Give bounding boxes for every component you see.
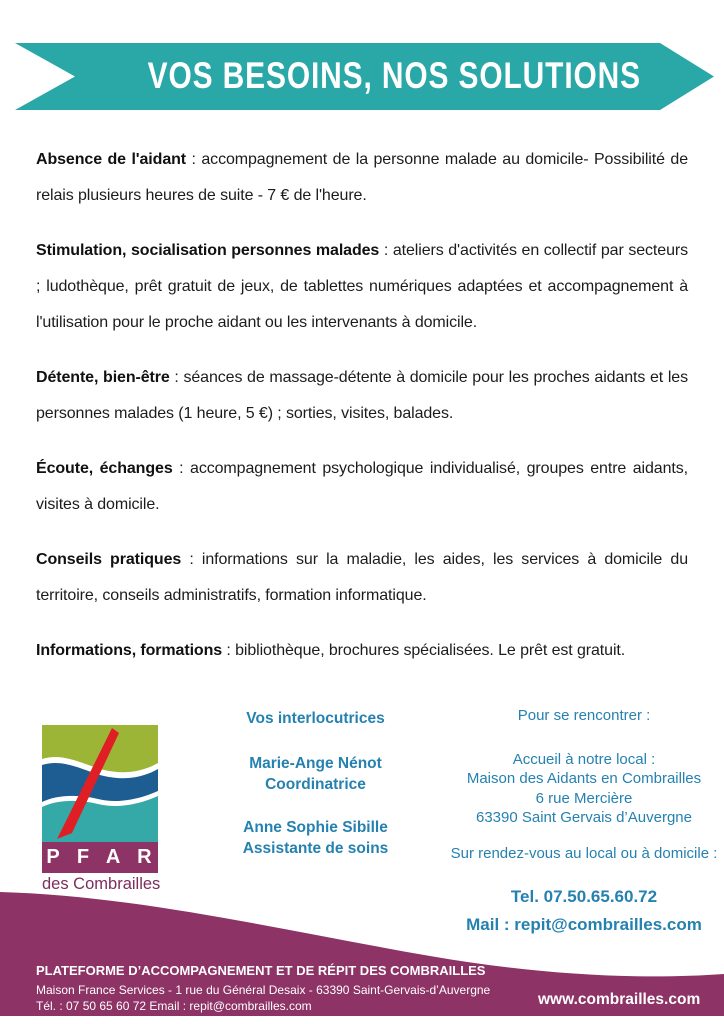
address-line: 6 rue Mercière (535, 789, 633, 807)
service-absence-title: Absence de l'aidant (36, 151, 187, 168)
service-stimulation-body: : ateliers d'activités en collectif par secteurs ; ludothèque, prêt gratuit de jeux, de tablettes numériques adaptées et accompagnement à l'utilisation pour le proche aidant ou les intervenants à domicile. (36, 242, 688, 331)
pfar-logo (42, 725, 160, 894)
service-ecoute (36, 451, 688, 523)
pfar-logo-acronym: P F A R (42, 842, 158, 873)
service-conseils-title: Conseils pratiques (36, 551, 182, 568)
service-informations-title: Informations, formations (36, 642, 223, 659)
service-stimulation (36, 233, 688, 341)
footer-org-name: PLATEFORME D’ACCOMPAGNEMENT ET DE RÉPIT DES COMBRAILLES (36, 963, 486, 978)
email-address: Mail : repit@combrailles.com (466, 914, 702, 934)
service-detente-title: Détente, bien-être (36, 369, 170, 386)
interlocutors-heading: Vos interlocutrices (246, 710, 385, 727)
service-conseils-body: : informations sur la maladie, les aides, les services à domicile du territoire, conseils administratifs, formation informatique. (36, 551, 688, 604)
address-line: 63390 Saint Gervais d’Auvergne (476, 809, 692, 826)
service-informations-body: : bibliothèque, brochures spécialisées. Le prêt est gratuit. (222, 642, 626, 659)
person-name: Anne Sophie Sibille (243, 819, 388, 836)
footer-address: Maison France Services - 1 rue du Général Desaix - 63390 Saint-Gervais-d’Auvergne (36, 983, 491, 997)
meeting-heading: Pour se rencontrer : (517, 707, 651, 724)
service-detente (36, 360, 688, 432)
service-conseils (36, 542, 688, 614)
person-role: Assistante de soins (242, 840, 389, 857)
meeting-address (450, 750, 718, 828)
pfar-logo-icon (42, 725, 158, 842)
service-stimulation-title: Stimulation, socialisation personnes malades (36, 242, 380, 259)
person-coordinator (228, 753, 403, 795)
service-detente-body: : séances de massage-détente à domicile pour les proches aidants et les personnes malades (1 heure, 5 €) ; sorties, visites, balades. (36, 369, 688, 422)
page-title (75, 43, 714, 110)
phone-number: Tel. 07.50.65.60.72 (510, 887, 658, 906)
person-role: Coordinatrice (265, 776, 366, 793)
service-absence-body: : accompagnement de la personne malade au domicile- Possibilité de relais plusieurs heures de suite - 7 € de l'heure. (36, 151, 688, 204)
pfar-logo-subtitle: des Combrailles (42, 875, 161, 893)
service-absence (36, 142, 688, 214)
footer-contact: Tél. : 07 50 65 60 72 Email : repit@combrailles.com (36, 999, 312, 1013)
footer (0, 880, 724, 1024)
person-care-assistant (228, 817, 403, 859)
appointment-note: Sur rendez-vous au local ou à domicile : (450, 844, 718, 862)
footer-website: www.combrailles.com (538, 991, 701, 1008)
page-title-text: VOS BESOINS, NOS SOLUTIONS (147, 55, 642, 97)
service-ecoute-body: : accompagnement psychologique individualisé, groupes entre aidants, visites à domicile. (36, 460, 688, 513)
title-banner (0, 43, 724, 110)
service-ecoute-title: Écoute, échanges (36, 460, 173, 477)
address-line: Accueil à notre local : (512, 750, 656, 768)
address-line: Maison des Aidants en Combrailles (466, 770, 702, 787)
interlocutors-column (228, 708, 403, 881)
services-list (0, 110, 724, 688)
service-informations (36, 633, 688, 669)
person-name: Marie-Ange Nénot (249, 755, 382, 772)
